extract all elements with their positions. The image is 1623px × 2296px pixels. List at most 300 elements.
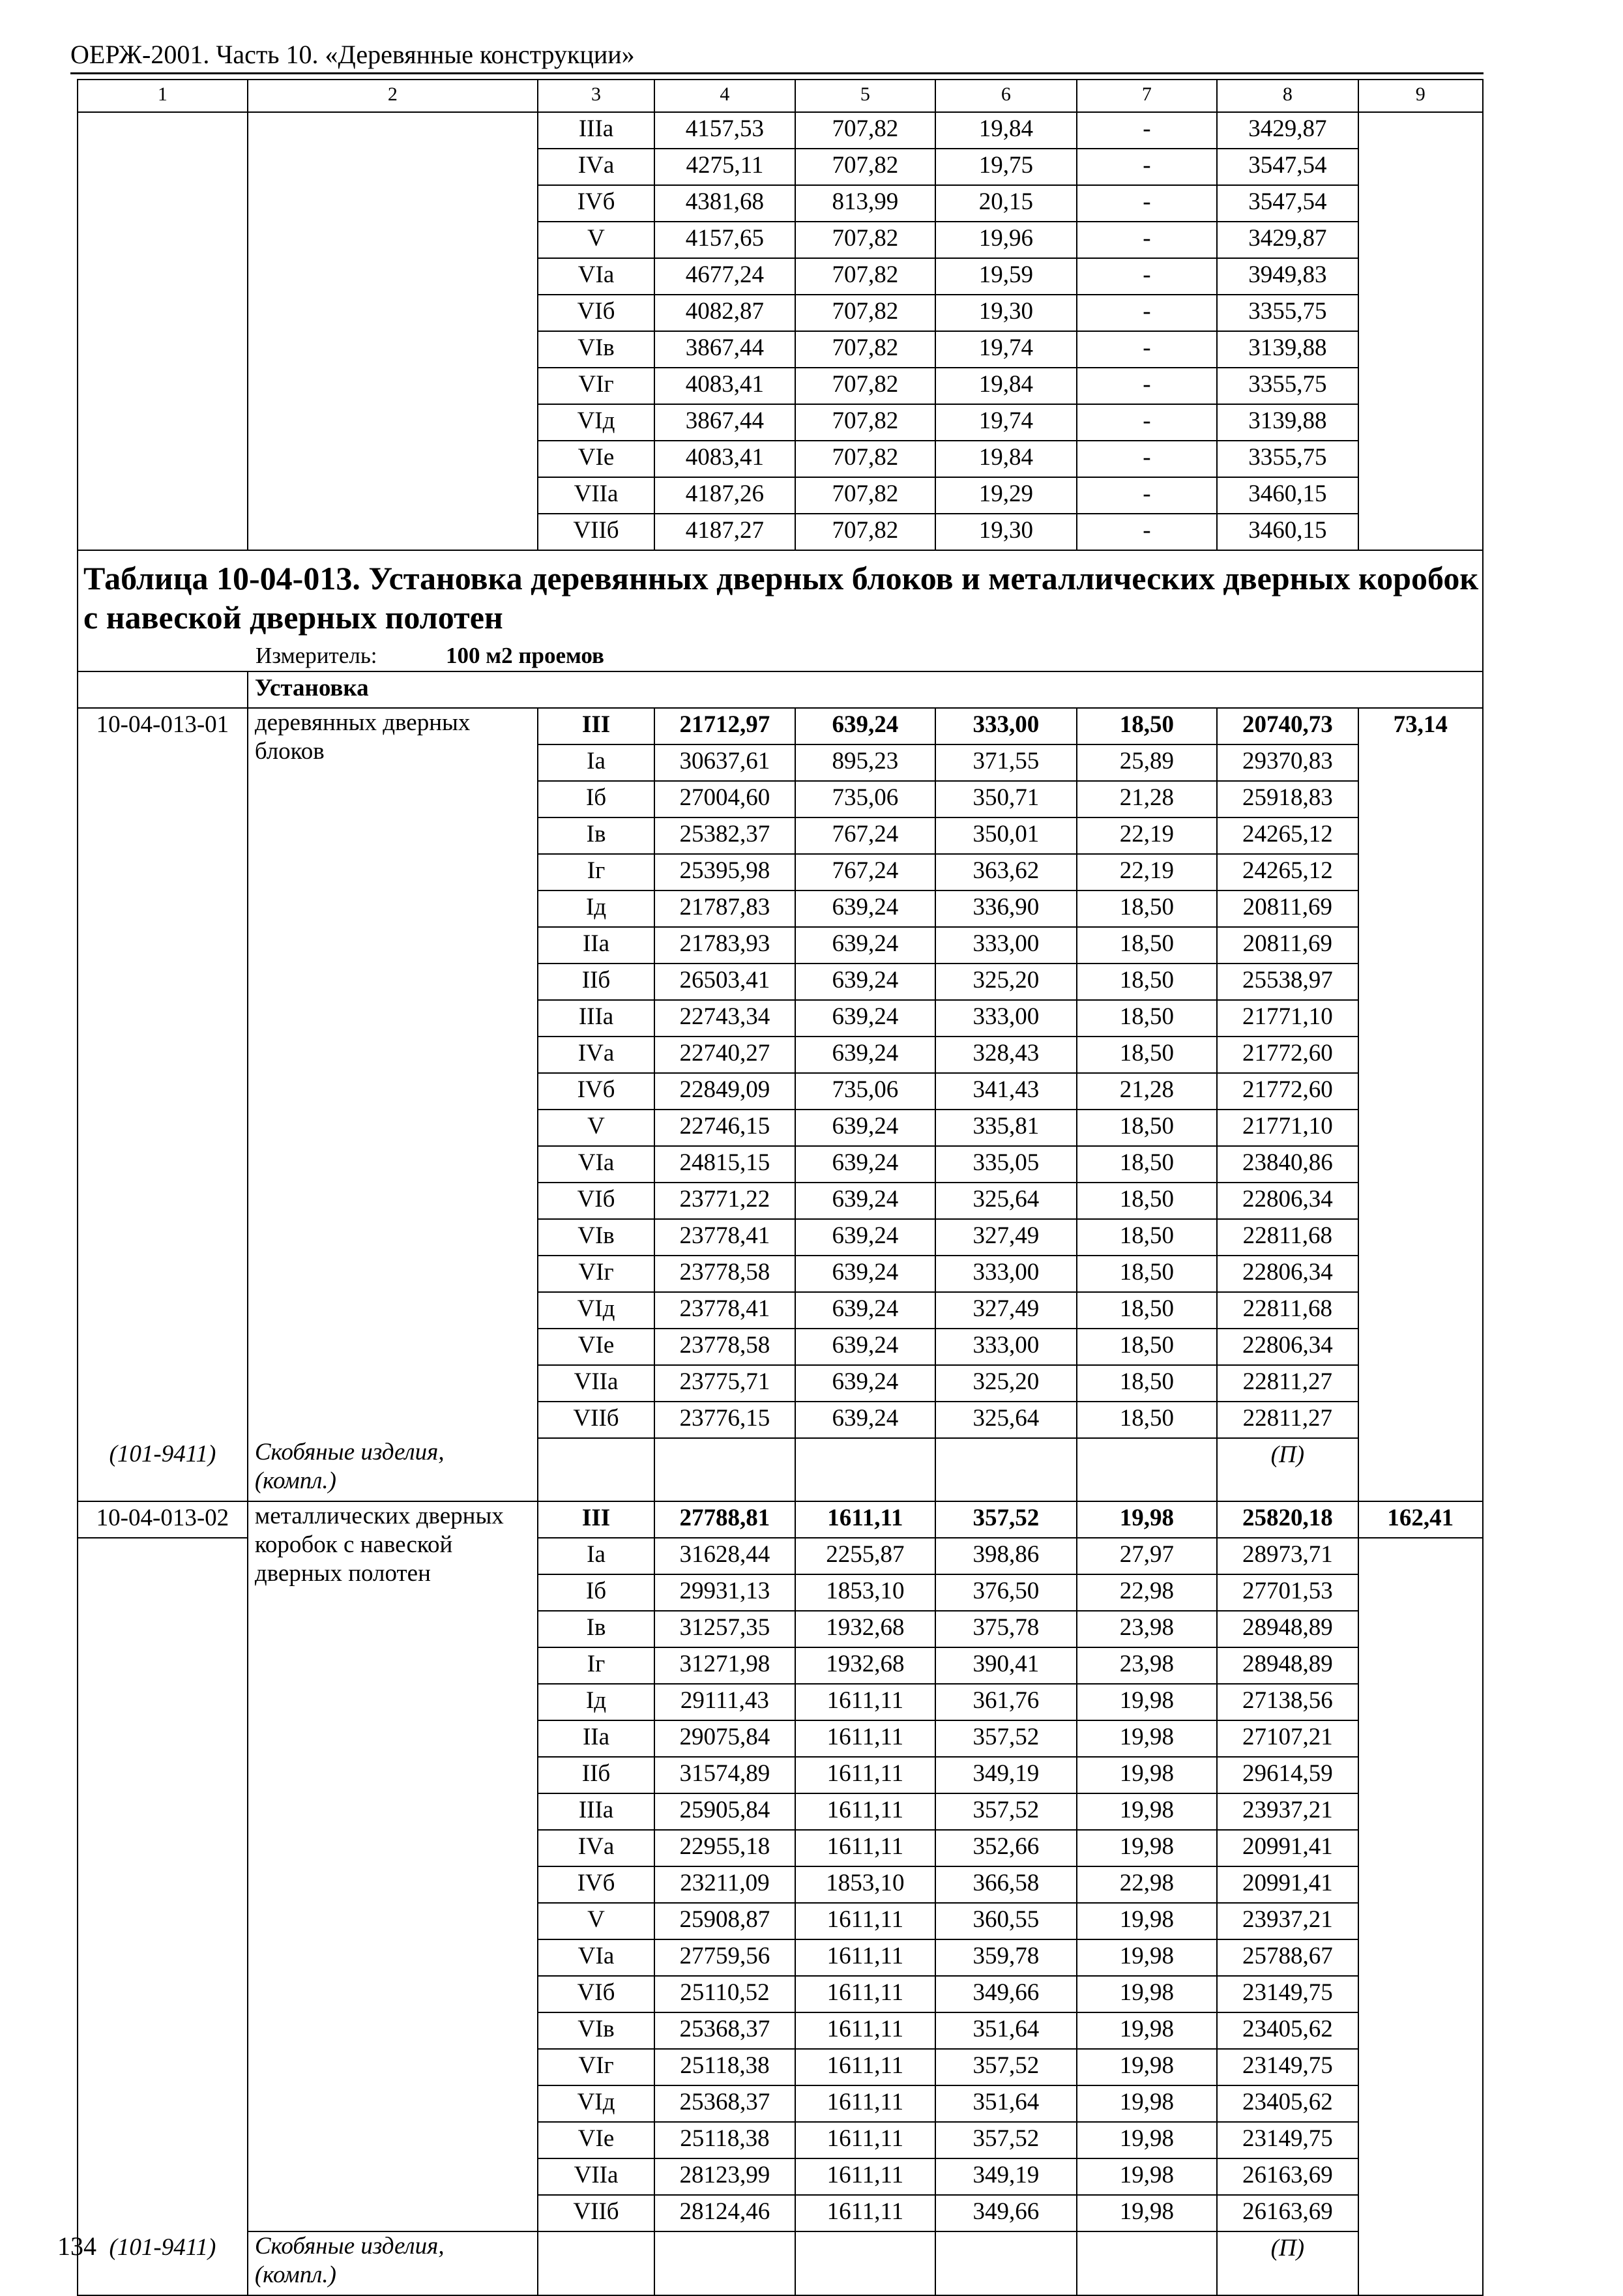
value-cell: 29370,83 xyxy=(1217,744,1358,781)
section-label: Установка xyxy=(248,671,1483,708)
value-cell: 19,98 xyxy=(1077,1501,1217,1538)
value-cell: 22811,68 xyxy=(1217,1292,1358,1329)
zone-cell: Iд xyxy=(538,890,654,927)
value-cell: 28124,46 xyxy=(654,2195,795,2231)
zone-cell: Iб xyxy=(538,781,654,817)
table-title-block xyxy=(78,550,1483,671)
value-cell: 26503,41 xyxy=(654,964,795,1000)
empty-cell xyxy=(1358,441,1483,477)
value-cell: 359,78 xyxy=(935,1939,1077,1976)
value-cell: 325,20 xyxy=(935,1365,1077,1402)
empty-cell xyxy=(1077,1438,1217,1501)
zone-cell: V xyxy=(538,1110,654,1146)
value-cell: 29111,43 xyxy=(654,1684,795,1720)
empty-cell xyxy=(1358,1256,1483,1292)
value-cell: 335,05 xyxy=(935,1146,1077,1183)
value-cell: 639,24 xyxy=(795,1219,935,1256)
empty-cell xyxy=(538,2231,654,2295)
value-cell: 21783,93 xyxy=(654,927,795,964)
value-cell: 349,66 xyxy=(935,2195,1077,2231)
value-cell: 18,50 xyxy=(1077,708,1217,744)
empty-cell xyxy=(78,1757,248,1793)
value-cell: 325,20 xyxy=(935,964,1077,1000)
value-cell: 707,82 xyxy=(795,222,935,258)
value-cell: 735,06 xyxy=(795,1073,935,1110)
value-cell: 23405,62 xyxy=(1217,2012,1358,2049)
empty-cell xyxy=(538,1438,654,1501)
empty-cell xyxy=(78,258,248,295)
empty-cell xyxy=(78,185,248,222)
empty-cell xyxy=(1358,2012,1483,2049)
value-cell: 18,50 xyxy=(1077,1110,1217,1146)
value-cell: 639,24 xyxy=(795,708,935,744)
zone-cell: VIд xyxy=(538,2085,654,2122)
value-cell: 1932,68 xyxy=(795,1611,935,1647)
empty-cell xyxy=(1358,2231,1483,2295)
zone-cell: VIв xyxy=(538,2012,654,2049)
value-cell: 4083,41 xyxy=(654,368,795,404)
empty-cell xyxy=(78,1402,248,1438)
empty-cell xyxy=(78,2195,248,2231)
empty-cell xyxy=(1358,890,1483,927)
value-cell: - xyxy=(1077,149,1217,185)
value-cell: 4187,26 xyxy=(654,477,795,514)
value-cell: 31574,89 xyxy=(654,1757,795,1793)
empty-cell xyxy=(935,2231,1077,2295)
empty-cell xyxy=(248,368,538,404)
value-cell: 639,24 xyxy=(795,1146,935,1183)
value-cell: 18,50 xyxy=(1077,927,1217,964)
value-cell: 336,90 xyxy=(935,890,1077,927)
zone-cell: IIIа xyxy=(538,1793,654,1830)
empty-cell xyxy=(1077,2231,1217,2295)
zone-cell: VIIб xyxy=(538,1402,654,1438)
empty-cell xyxy=(78,2158,248,2195)
value-cell: 19,98 xyxy=(1077,2158,1217,2195)
resource-code: (101-9411) xyxy=(78,1438,248,1501)
empty-cell xyxy=(78,222,248,258)
table-row xyxy=(78,1501,1483,1538)
value-cell: 23937,21 xyxy=(1217,1793,1358,1830)
value-cell: 25110,52 xyxy=(654,1976,795,2012)
value-cell: 357,52 xyxy=(935,1501,1077,1538)
empty-cell xyxy=(1358,1720,1483,1757)
empty-cell xyxy=(78,1037,248,1073)
table-row xyxy=(78,185,1483,222)
value-cell: 21,28 xyxy=(1077,781,1217,817)
value-cell: 325,64 xyxy=(935,1183,1077,1219)
empty-cell xyxy=(1358,1830,1483,1866)
value-cell: - xyxy=(1077,258,1217,295)
value-cell: 25118,38 xyxy=(654,2049,795,2085)
value-cell: 23778,41 xyxy=(654,1292,795,1329)
value-cell: 25118,38 xyxy=(654,2122,795,2158)
measure-value: 100 м2 проемов xyxy=(446,643,604,668)
empty-cell xyxy=(78,1976,248,2012)
value-cell: 21787,83 xyxy=(654,890,795,927)
value-cell: 18,50 xyxy=(1077,1365,1217,1402)
value-cell: 29075,84 xyxy=(654,1720,795,1757)
value-cell: 24815,15 xyxy=(654,1146,795,1183)
empty-cell xyxy=(248,185,538,222)
resource-name: Скобяные изделия, (компл.) xyxy=(248,1438,538,1501)
value-cell: 21,28 xyxy=(1077,1073,1217,1110)
value-cell: 1611,11 xyxy=(795,1501,935,1538)
value-cell: 19,98 xyxy=(1077,2012,1217,2049)
resource-row xyxy=(78,2231,1483,2295)
empty-cell xyxy=(78,1183,248,1219)
value-cell: 325,64 xyxy=(935,1402,1077,1438)
table-row xyxy=(78,149,1483,185)
empty-cell xyxy=(1358,1037,1483,1073)
empty-cell xyxy=(1358,1976,1483,2012)
zone-cell: IVб xyxy=(538,185,654,222)
value-cell: 18,50 xyxy=(1077,1219,1217,1256)
value-cell: 27138,56 xyxy=(1217,1684,1358,1720)
empty-cell xyxy=(78,2012,248,2049)
zone-cell: VIа xyxy=(538,1939,654,1976)
value-cell: 18,50 xyxy=(1077,1256,1217,1292)
empty-cell xyxy=(1358,1438,1483,1501)
zone-cell: VIб xyxy=(538,1976,654,2012)
value-cell: - xyxy=(1077,477,1217,514)
zone-cell: VIг xyxy=(538,2049,654,2085)
zone-cell: IIIа xyxy=(538,112,654,149)
empty-cell xyxy=(1358,1793,1483,1830)
value-cell: 3547,54 xyxy=(1217,185,1358,222)
value-cell: 390,41 xyxy=(935,1647,1077,1684)
value-cell: 707,82 xyxy=(795,368,935,404)
zone-cell: IVа xyxy=(538,1830,654,1866)
value-cell: 333,00 xyxy=(935,1000,1077,1037)
value-cell: 24265,12 xyxy=(1217,854,1358,890)
value-cell: 27107,21 xyxy=(1217,1720,1358,1757)
value-cell: 639,24 xyxy=(795,1292,935,1329)
value-cell: 735,06 xyxy=(795,781,935,817)
resource-unit: (П) xyxy=(1217,2231,1358,2295)
value-cell: 4157,65 xyxy=(654,222,795,258)
empty-cell xyxy=(1358,2195,1483,2231)
empty-cell xyxy=(78,477,248,514)
empty-cell xyxy=(78,1329,248,1365)
empty-cell xyxy=(1358,1000,1483,1037)
value-cell: 31628,44 xyxy=(654,1538,795,1574)
value-cell: 19,98 xyxy=(1077,1830,1217,1866)
value-cell: 341,43 xyxy=(935,1073,1077,1110)
zone-cell: IIб xyxy=(538,1757,654,1793)
zone-cell: IIа xyxy=(538,1720,654,1757)
value-cell: 19,98 xyxy=(1077,1903,1217,1939)
value-cell: - xyxy=(1077,331,1217,368)
value-cell: 22,19 xyxy=(1077,817,1217,854)
empty-cell xyxy=(1358,1611,1483,1647)
value-cell: 4187,27 xyxy=(654,514,795,550)
empty-cell xyxy=(248,404,538,441)
value-cell: 4082,87 xyxy=(654,295,795,331)
value-cell: 19,98 xyxy=(1077,1939,1217,1976)
value-cell: 813,99 xyxy=(795,185,935,222)
value-cell: 2255,87 xyxy=(795,1538,935,1574)
value-cell: 3867,44 xyxy=(654,331,795,368)
empty-cell xyxy=(78,1256,248,1292)
empty-cell xyxy=(1358,1538,1483,1574)
value-cell: 23840,86 xyxy=(1217,1146,1358,1183)
value-cell: 3547,54 xyxy=(1217,149,1358,185)
value-cell: 1611,11 xyxy=(795,2012,935,2049)
value-cell: 3867,44 xyxy=(654,404,795,441)
position-code: 10-04-013-01 xyxy=(78,708,248,744)
table-row xyxy=(78,331,1483,368)
value-cell: 639,24 xyxy=(795,927,935,964)
empty-cell xyxy=(78,1684,248,1720)
value-cell: 29931,13 xyxy=(654,1574,795,1611)
zone-cell: IIа xyxy=(538,927,654,964)
value-cell: 639,24 xyxy=(795,1037,935,1073)
zone-cell: IVа xyxy=(538,1037,654,1073)
total-cost-cell: 73,14 xyxy=(1358,708,1483,744)
value-cell: 360,55 xyxy=(935,1903,1077,1939)
value-cell: 639,24 xyxy=(795,890,935,927)
value-cell: 351,64 xyxy=(935,2012,1077,2049)
empty-cell xyxy=(248,295,538,331)
value-cell: 23775,71 xyxy=(654,1365,795,1402)
empty-cell xyxy=(78,2049,248,2085)
value-cell: 18,50 xyxy=(1077,964,1217,1000)
empty-cell xyxy=(248,477,538,514)
empty-cell xyxy=(1358,1903,1483,1939)
empty-cell xyxy=(78,744,248,781)
value-cell: 19,98 xyxy=(1077,1720,1217,1757)
value-cell: 349,19 xyxy=(935,2158,1077,2195)
position-name: деревянных дверных блоков xyxy=(248,708,538,1438)
value-cell: 3139,88 xyxy=(1217,331,1358,368)
zone-cell: IIIа xyxy=(538,1000,654,1037)
empty-cell xyxy=(1358,1574,1483,1611)
value-cell: 639,24 xyxy=(795,1256,935,1292)
zone-cell: IVб xyxy=(538,1073,654,1110)
value-cell: 350,01 xyxy=(935,817,1077,854)
zone-cell: VIе xyxy=(538,2122,654,2158)
empty-cell xyxy=(78,514,248,550)
zone-cell: VIд xyxy=(538,1292,654,1329)
value-cell: 328,43 xyxy=(935,1037,1077,1073)
empty-cell xyxy=(78,890,248,927)
empty-cell xyxy=(935,1438,1077,1501)
empty-cell xyxy=(248,514,538,550)
empty-cell xyxy=(78,1720,248,1757)
value-cell: 19,98 xyxy=(1077,2122,1217,2158)
zone-cell: Iг xyxy=(538,1647,654,1684)
value-cell: 20991,41 xyxy=(1217,1830,1358,1866)
empty-cell xyxy=(248,441,538,477)
empty-cell xyxy=(78,368,248,404)
zone-cell: VIIа xyxy=(538,1365,654,1402)
value-cell: 1853,10 xyxy=(795,1866,935,1903)
value-cell: 22849,09 xyxy=(654,1073,795,1110)
value-cell: 23778,58 xyxy=(654,1329,795,1365)
value-cell: 22806,34 xyxy=(1217,1329,1358,1365)
table-row xyxy=(78,404,1483,441)
column-number: 2 xyxy=(248,80,538,112)
zone-cell: Iа xyxy=(538,744,654,781)
resource-code: (101-9411) xyxy=(78,2231,248,2295)
page-number: 134 xyxy=(57,2231,96,2261)
zone-cell: VIе xyxy=(538,441,654,477)
value-cell: 22746,15 xyxy=(654,1110,795,1146)
value-cell: 333,00 xyxy=(935,1329,1077,1365)
value-cell: 21772,60 xyxy=(1217,1073,1358,1110)
value-cell: - xyxy=(1077,295,1217,331)
value-cell: 707,82 xyxy=(795,477,935,514)
zone-cell: IVб xyxy=(538,1866,654,1903)
value-cell: 19,84 xyxy=(935,112,1077,149)
value-cell: 19,59 xyxy=(935,258,1077,295)
empty-cell xyxy=(78,1939,248,1976)
total-cost-cell: 162,41 xyxy=(1358,1501,1483,1538)
value-cell: 1611,11 xyxy=(795,1757,935,1793)
value-cell: 31257,35 xyxy=(654,1611,795,1647)
table-row xyxy=(78,708,1483,744)
value-cell: 26163,69 xyxy=(1217,2195,1358,2231)
empty-cell xyxy=(1358,854,1483,890)
empty-cell xyxy=(1358,1939,1483,1976)
empty-cell xyxy=(1358,1757,1483,1793)
value-cell: 22811,27 xyxy=(1217,1402,1358,1438)
value-cell: 4157,53 xyxy=(654,112,795,149)
empty-cell xyxy=(78,1219,248,1256)
value-cell: 1611,11 xyxy=(795,1720,935,1757)
value-cell: 351,64 xyxy=(935,2085,1077,2122)
value-cell: 333,00 xyxy=(935,1256,1077,1292)
value-cell: 22,98 xyxy=(1077,1866,1217,1903)
value-cell: 22811,27 xyxy=(1217,1365,1358,1402)
column-number: 3 xyxy=(538,80,654,112)
value-cell: 20811,69 xyxy=(1217,927,1358,964)
measure-line xyxy=(83,641,1482,671)
empty-cell xyxy=(795,1438,935,1501)
value-cell: 639,24 xyxy=(795,1000,935,1037)
value-cell: 21712,97 xyxy=(654,708,795,744)
value-cell: 1932,68 xyxy=(795,1647,935,1684)
value-cell: 22955,18 xyxy=(654,1830,795,1866)
zone-cell: Iв xyxy=(538,1611,654,1647)
empty-cell xyxy=(1358,2085,1483,2122)
value-cell: 707,82 xyxy=(795,514,935,550)
value-cell: 18,50 xyxy=(1077,1183,1217,1219)
empty-cell xyxy=(78,1110,248,1146)
value-cell: 23,98 xyxy=(1077,1611,1217,1647)
empty-cell xyxy=(1358,1684,1483,1720)
value-cell: 333,00 xyxy=(935,708,1077,744)
value-cell: 20740,73 xyxy=(1217,708,1358,744)
empty-cell xyxy=(78,295,248,331)
zone-cell: Iг xyxy=(538,854,654,890)
value-cell: 31271,98 xyxy=(654,1647,795,1684)
value-cell: 20991,41 xyxy=(1217,1866,1358,1903)
empty-cell xyxy=(1358,781,1483,817)
zone-cell: VIв xyxy=(538,331,654,368)
table-row xyxy=(78,112,1483,149)
header-rule xyxy=(70,72,1484,74)
value-cell: 22,19 xyxy=(1077,854,1217,890)
value-cell: 26163,69 xyxy=(1217,2158,1358,2195)
zone-cell: III xyxy=(538,1501,654,1538)
empty-cell xyxy=(1358,331,1483,368)
value-cell: 22743,34 xyxy=(654,1000,795,1037)
empty-cell xyxy=(1358,514,1483,550)
empty-cell xyxy=(1358,258,1483,295)
value-cell: 4381,68 xyxy=(654,185,795,222)
value-cell: 361,76 xyxy=(935,1684,1077,1720)
value-cell: 1611,11 xyxy=(795,1793,935,1830)
zone-cell: VIIб xyxy=(538,514,654,550)
value-cell: - xyxy=(1077,185,1217,222)
empty-cell xyxy=(78,1292,248,1329)
value-cell: - xyxy=(1077,222,1217,258)
column-number: 4 xyxy=(654,80,795,112)
empty-cell xyxy=(78,149,248,185)
value-cell: 3460,15 xyxy=(1217,477,1358,514)
empty-cell xyxy=(78,2122,248,2158)
table-row xyxy=(78,258,1483,295)
zone-cell: VIа xyxy=(538,258,654,295)
value-cell: 707,82 xyxy=(795,331,935,368)
empty-cell xyxy=(1358,964,1483,1000)
value-cell: 23149,75 xyxy=(1217,2049,1358,2085)
value-cell: - xyxy=(1077,441,1217,477)
value-cell: 27759,56 xyxy=(654,1939,795,1976)
value-cell: 357,52 xyxy=(935,1720,1077,1757)
empty-cell xyxy=(1358,1073,1483,1110)
empty-cell xyxy=(1358,477,1483,514)
value-cell: 19,84 xyxy=(935,441,1077,477)
value-cell: 639,24 xyxy=(795,1110,935,1146)
position-name: металлических дверных коробок с навеской дверных полотен xyxy=(248,1501,538,2231)
value-cell: 4083,41 xyxy=(654,441,795,477)
value-cell: 21772,60 xyxy=(1217,1037,1358,1073)
value-cell: 707,82 xyxy=(795,112,935,149)
value-cell: 23771,22 xyxy=(654,1183,795,1219)
value-cell: 335,81 xyxy=(935,1110,1077,1146)
value-cell: 1611,11 xyxy=(795,1684,935,1720)
zone-cell: Iа xyxy=(538,1538,654,1574)
empty-cell xyxy=(1358,1219,1483,1256)
value-cell: 375,78 xyxy=(935,1611,1077,1647)
empty-cell xyxy=(78,1073,248,1110)
resource-unit: (П) xyxy=(1217,1438,1358,1501)
value-cell: 371,55 xyxy=(935,744,1077,781)
value-cell: 3429,87 xyxy=(1217,222,1358,258)
value-cell: 327,49 xyxy=(935,1219,1077,1256)
value-cell: 19,74 xyxy=(935,331,1077,368)
section-row xyxy=(78,671,1483,708)
empty-cell xyxy=(78,1365,248,1402)
value-cell: 1611,11 xyxy=(795,2158,935,2195)
value-cell: 25905,84 xyxy=(654,1793,795,1830)
resource-row xyxy=(78,1438,1483,1501)
value-cell: 25538,97 xyxy=(1217,964,1358,1000)
zone-cell: VIб xyxy=(538,295,654,331)
value-cell: 19,98 xyxy=(1077,1793,1217,1830)
value-cell: 3355,75 xyxy=(1217,368,1358,404)
value-cell: 3139,88 xyxy=(1217,404,1358,441)
value-cell: 4677,24 xyxy=(654,258,795,295)
empty-cell xyxy=(78,671,248,708)
table-row xyxy=(78,441,1483,477)
price-table xyxy=(77,79,1484,2296)
column-number: 8 xyxy=(1217,80,1358,112)
value-cell: 28948,89 xyxy=(1217,1611,1358,1647)
